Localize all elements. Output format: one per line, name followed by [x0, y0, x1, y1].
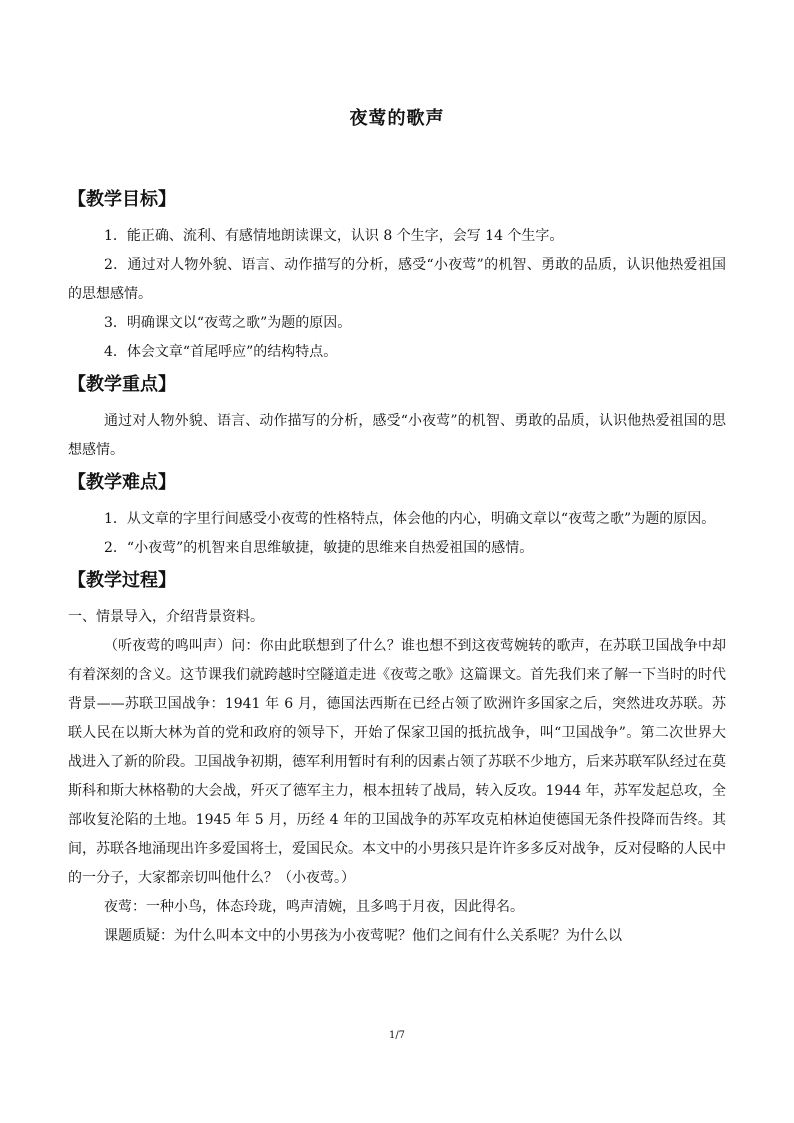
difficulty-item-2: 2．“小夜莺”的机智来自思维敏捷，敏捷的思维来自热爱祖国的感情。	[104, 540, 534, 556]
section-heading-objectives: 【教学目标】	[68, 189, 176, 210]
document-title: 夜莺的歌声	[349, 108, 445, 129]
nightingale-definition: 夜莺：一种小鸟，体态玲珑，鸣声清婉，且多鸣于月夜，因此得名。	[104, 899, 524, 915]
objective-item-3: 3．明确课文以“夜莺之歌”为题的原因。	[104, 315, 352, 331]
section-heading-difficulties: 【教学难点】	[68, 472, 176, 493]
document-body	[68, 184, 726, 951]
section-heading-key-points: 【教学重点】	[68, 374, 176, 395]
process-step-1: 一、情景导入，介绍背景资料。	[68, 609, 264, 625]
section-heading-process: 【教学过程】	[68, 570, 176, 591]
objective-item-1: 1．能正确、流利、有感情地朗读课文，认识 8 个生字，会写 14 个生字。	[104, 228, 564, 244]
key-points-text: 通过对人物外貌、语言、动作描写的分析，感受“小夜莺”的机智、勇敢的品质，认识他热爱祖国的思想感情。	[68, 413, 726, 458]
title-question: 课题质疑：为什么叫本文中的小男孩为小夜莺呢？他们之间有什么关系呢？为什么以	[104, 928, 622, 944]
difficulty-item-1: 1．从文章的字里行间感受小夜莺的性格特点，体会他的内心，明确文章以“夜莺之歌”为题的原因。	[104, 511, 716, 527]
process-intro-paragraph: （听夜莺的鸣叫声）问：你由此联想到了什么？谁也想不到这夜莺婉转的歌声，在苏联卫国战争中却有着深刻的含义。这节课我们就跨越时空隧道走进《夜莺之歌》这篇课文。首先我们来了解一下当时的时代背景——苏联卫国战争：1941 年 6 月，德国法西斯在已经占领了欧洲许多国家之后，突然进攻苏联。苏联人民在以斯大林为首的党和政府的领导下，开始了保家卫国的抵抗战争，叫“卫国战争”。第二次世界大战进入了新的阶段。卫国战争初期，德军利用暂时有利的因素占领了苏联不少地方，后来苏联军队经过在莫斯科和斯大林格勒的大会战，歼灭了德军主力，根本扭转了战局，转入反攻。1944 年，苏军发起总攻，全部收复沦陷的土地。1945 年 5 月，历经 4 年的卫国战争的苏军攻克柏林迫使德国无条件投降而告终。其间，苏联各地涌现出许多爱国将士，爱国民众。本文中的小男孩只是许许多多反对战争，反对侵略的人民中的一分子，大家都亲切叫他什么？（小夜莺。）	[68, 638, 726, 886]
page-number: 1/7	[388, 1030, 406, 1041]
objective-item-2: 2．通过对人物外貌、语言、动作描写的分析，感受“小夜莺”的机智、勇敢的品质，认识他热爱祖国的思想感情。	[68, 257, 726, 302]
objective-item-4: 4．体会文章“首尾呼应”的结构特点。	[104, 344, 338, 360]
